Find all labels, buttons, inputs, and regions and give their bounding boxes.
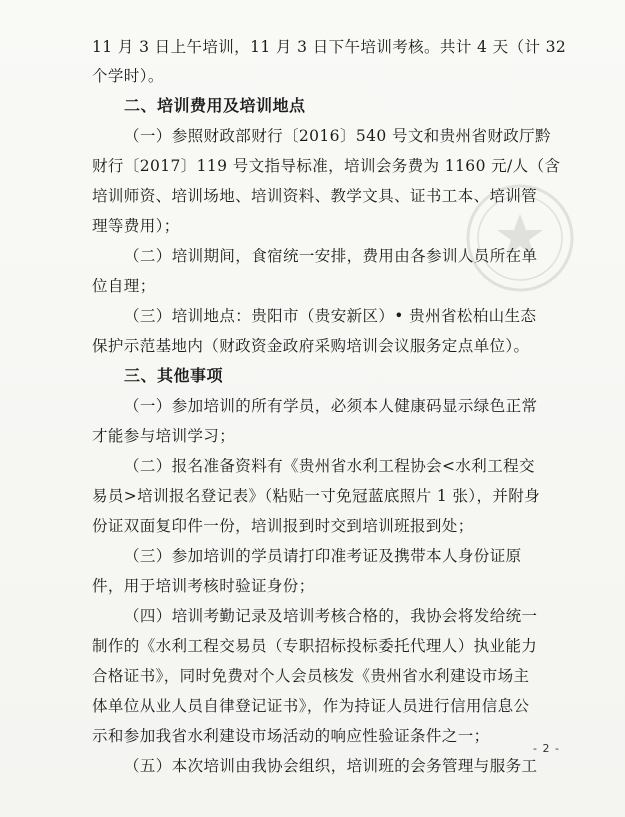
section-heading: 二、培训费用及培训地点 xyxy=(124,96,306,115)
paragraph-line: （二）培训期间，食宿统一安排，费用由各参训人员所在单 xyxy=(124,247,538,265)
paragraph-line: （二）报名准备资料有《贵州省水利工程协会<水利工程交 xyxy=(124,457,535,475)
paragraph-line: 培训师资、培训场地、培训资料、教学文具、证书工本、培训管 xyxy=(92,187,538,205)
paragraph-line: 位自理； xyxy=(92,277,156,295)
paragraph-line: （三）参加培训的学员请打印准考证及携带本人身份证原 xyxy=(124,547,522,565)
paragraph-line: 才能参与培训学习； xyxy=(92,427,236,445)
paragraph-line: 合格证书》，同时免费对个人会员核发《贵州省水利建设市场主 xyxy=(92,667,530,685)
paragraph-line: 体单位从业人员自律登记证书》，作为持证人员进行信用信息公 xyxy=(92,697,530,715)
paragraph-line: 件，用于培训考核时验证身份； xyxy=(92,577,315,595)
paragraph-line: （三）培训地点：贵阳市（贵安新区）• 贵州省松柏山生态 xyxy=(124,307,537,325)
paragraph-line: （一）参照财政部财行〔2016〕540 号文和贵州省财政厅黔 xyxy=(124,127,551,145)
paragraph-line: 保护示范基地内（财政资金政府采购培训会议服务定点单位）。 xyxy=(92,337,530,355)
paragraph-line: 财行〔2017〕119 号文指导标准，培训会务费为 1160 元/人（含 xyxy=(92,157,561,175)
paragraph-line: （四）培训考勤记录及培训考核合格的，我协会将发给统一 xyxy=(124,607,538,625)
paragraph-line: 制作的《水利工程交易员（专职招标投标委托代理人）执业能力 xyxy=(92,637,538,655)
paragraph-line: 理等费用）； xyxy=(92,217,180,235)
page-number: - 2 - xyxy=(533,742,560,755)
paragraph-line: 11 月 3 日上午培训，11 月 3 日下午培训考核。共计 4 天（计 32 xyxy=(92,38,567,56)
paragraph-line: （五）本次培训由我协会组织，培训班的会务管理与服务工 xyxy=(124,757,538,775)
paragraph-line: 易员>培训报名登记表》（粘贴一寸免冠蓝底照片 1 张），并附身 xyxy=(92,487,541,505)
paragraph-line: （一）参加培训的所有学员，必须本人健康码显示绿色正常 xyxy=(124,397,538,415)
paragraph-line: 示和参加我省水利建设市场活动的响应性验证条件之一； xyxy=(92,727,490,745)
paragraph-line: 份证双面复印件一份，培训报到时交到培训班报到处； xyxy=(92,517,474,535)
paragraph-line: 个学时）。 xyxy=(92,67,164,85)
section-heading: 三、其他事项 xyxy=(124,366,224,385)
